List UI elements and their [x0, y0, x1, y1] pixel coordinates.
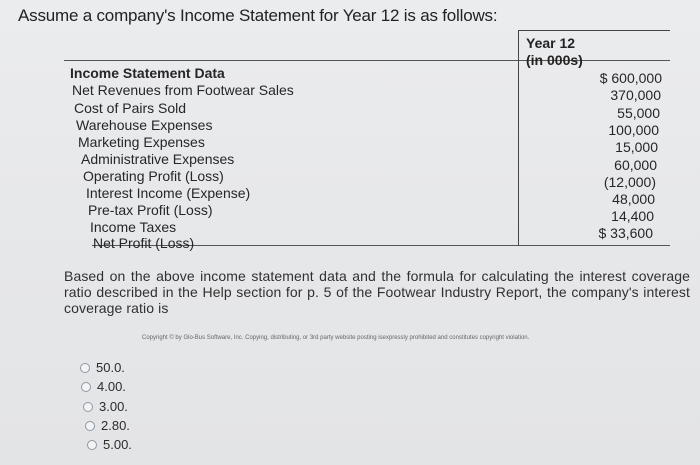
table-row-label: Administrative Expenses: [81, 151, 235, 167]
column-top-rule: [518, 30, 670, 31]
table-row-value: 55,000: [617, 105, 660, 121]
table-row-value: 60,000: [614, 157, 657, 173]
answer-option-label: 2.80.: [101, 418, 130, 433]
radio-button[interactable]: [85, 421, 95, 431]
table-row-value: 15,000: [615, 139, 658, 155]
table-row-value: 100,000: [608, 122, 659, 138]
column-header-units: (in 000s): [526, 52, 583, 68]
table-row-label: Warehouse Expenses: [76, 117, 213, 133]
answer-option-5[interactable]: [87, 437, 132, 452]
answer-option-label: 3.00.: [99, 399, 128, 414]
table-row-value: (12,000): [603, 174, 656, 190]
table-row-label: Income Statement Data: [70, 65, 225, 81]
column-divider: [518, 30, 519, 246]
radio-button[interactable]: [87, 440, 97, 450]
table-row-label: Income Taxes: [90, 219, 177, 235]
radio-button[interactable]: [81, 382, 91, 392]
question-title: Assume a company's Income Statement for Year 12 is as follows:: [18, 6, 498, 25]
answer-option-label: 5.00.: [103, 437, 132, 452]
answer-option-3[interactable]: [83, 399, 128, 414]
column-header-year: Year 12: [526, 35, 576, 51]
table-row-value: $ 600,000: [599, 70, 662, 86]
radio-button[interactable]: [80, 363, 90, 373]
table-row-label: Pre-tax Profit (Loss): [88, 202, 213, 218]
question-prompt: Based on the above income statement data and the formula for calculating the interest coverage ratio described in the Help section for p. 5 of the Footwear Industry Report, the company's interest coverage ratio is: [64, 268, 690, 316]
answer-option-1[interactable]: [80, 360, 125, 375]
radio-button[interactable]: [83, 402, 93, 412]
answer-option-label: 50.0.: [96, 360, 125, 375]
table-row-value: 370,000: [610, 87, 661, 103]
table-row-label: Operating Profit (Loss): [83, 168, 224, 184]
column-header: [526, 35, 666, 69]
answer-option-label: 4.00.: [97, 379, 126, 394]
table-row-label: Cost of Pairs Sold: [74, 100, 187, 116]
table-row-label: Interest Income (Expense): [86, 185, 251, 201]
table-row-value: 14,400: [611, 208, 654, 224]
table-row-value: 48,000: [612, 191, 655, 207]
table-row-value: $ 33,600: [598, 225, 653, 241]
table-row-label: Net Revenues from Footwear Sales: [72, 82, 294, 98]
copyright-notice: Copyright © by Glo-Bus Software, Inc. Copying, distributing, or 3rd party website posting isexpressly prohibited and constitutes copyright violation.: [142, 335, 530, 341]
answer-option-4[interactable]: [85, 418, 130, 433]
answer-option-2[interactable]: [81, 379, 126, 394]
table-row-label: Marketing Expenses: [78, 134, 205, 150]
table-row-label: Net Profit (Loss): [93, 235, 195, 251]
